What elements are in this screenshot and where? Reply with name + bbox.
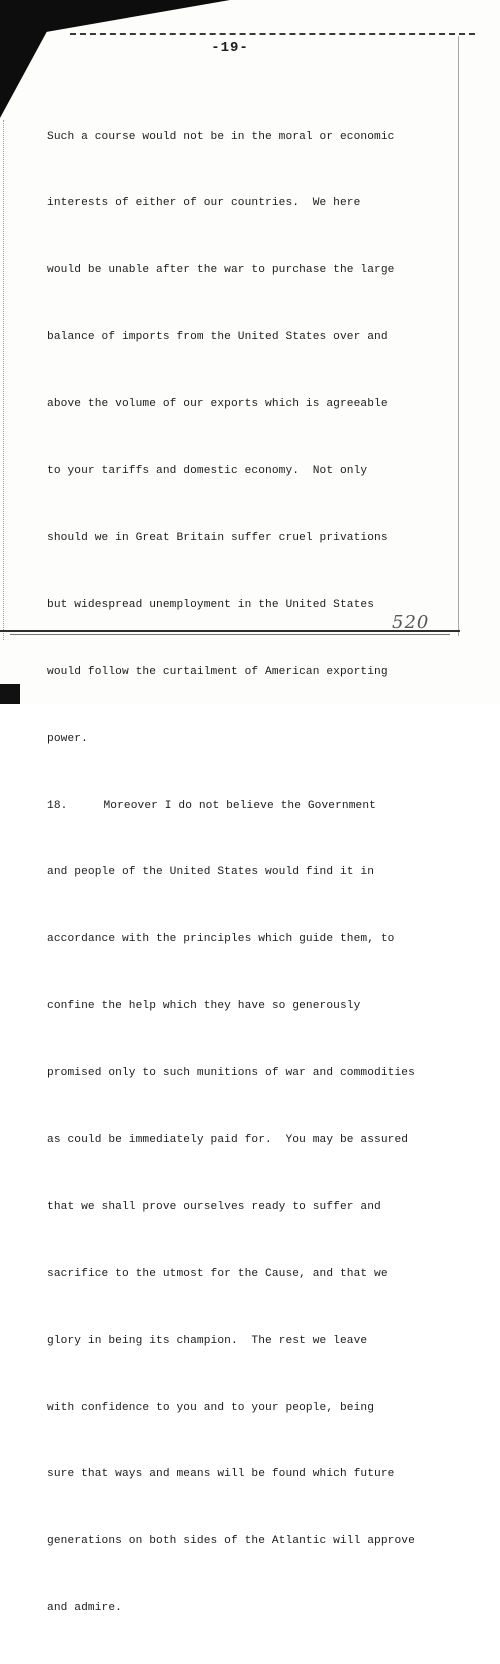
text-line: that we shall prove ourselves ready to suffer and <box>47 1200 381 1213</box>
handwritten-page-annotation: 520 <box>392 612 430 633</box>
text-line: and admire. <box>47 1602 122 1615</box>
text-line: balance of imports from the United States over and <box>47 331 388 344</box>
text-line: to your tariffs and domestic economy. Not only <box>47 465 368 478</box>
text-line: would be unable after the war to purchase the large <box>47 264 395 277</box>
text-line: would follow the curtailment of American exporting <box>47 665 388 678</box>
text-line: promised only to such munitions of war and commodities <box>47 1067 415 1080</box>
left-page-edge <box>3 120 4 640</box>
text-line: interests of either of our countries. We here <box>47 197 361 210</box>
paragraph-number: 18. <box>47 799 68 812</box>
text-line: power. <box>47 732 88 745</box>
text-line: above the volume of our exports which is agreeable <box>47 398 388 411</box>
page-number: -19- <box>211 40 249 56</box>
text-line: but widespread unemployment in the United States <box>47 598 375 611</box>
text-line: sure that ways and means will be found which future <box>47 1468 395 1481</box>
bottom-rule-secondary <box>10 634 450 635</box>
text-line: sacrifice to the utmost for the Cause, and that we <box>47 1267 388 1280</box>
text-line: accordance with the principles which guide them, to <box>47 933 395 946</box>
text-line: with confidence to you and to your people, being <box>47 1401 375 1414</box>
text-line: should we in Great Britain suffer cruel privations <box>47 531 388 544</box>
text-line: Such a course would not be in the moral or economic <box>47 130 395 143</box>
text-line: and people of the United States would find it in <box>47 866 375 879</box>
text-line: as could be immediately paid for. You may be assured <box>47 1133 409 1146</box>
right-page-edge <box>458 36 459 636</box>
paragraph-start-line <box>47 795 447 817</box>
text-line: Moreover I do not believe the Government <box>103 799 376 812</box>
top-rule <box>70 33 475 35</box>
bottom-rule <box>0 630 460 632</box>
text-line: confine the help which they have so generously <box>47 1000 361 1013</box>
body-text <box>47 81 447 1664</box>
text-line: generations on both sides of the Atlantic will approve <box>47 1535 415 1548</box>
text-line: glory in being its champion. The rest we leave <box>47 1334 368 1347</box>
scan-corner-mark <box>0 684 20 704</box>
